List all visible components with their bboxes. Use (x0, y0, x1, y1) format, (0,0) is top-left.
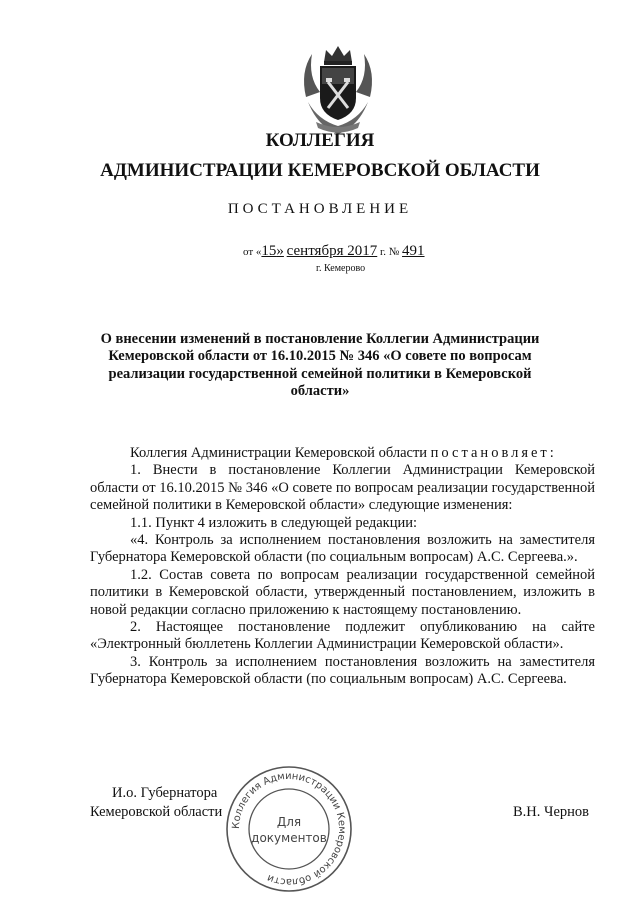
date-suffix: г. (380, 246, 387, 258)
coat-of-arms-emblem (298, 42, 378, 137)
paragraph-1-1-quote: «4. Контроль за исполнением постановления возложить на заместителя Губернатора Кемеровской области (по социальным вопросам) А.С. Сергеева.». (90, 532, 595, 566)
signature-position-line1: И.о. Губернатора (112, 785, 218, 801)
signature-position-line2: Кемеровской области (90, 804, 223, 820)
org-name-line2: АДМИНИСТРАЦИИ КЕМЕРОВСКОЙ ОБЛАСТИ (100, 160, 540, 181)
date-month-year: сентября 2017 (286, 243, 378, 259)
paragraph-2: 2. Настоящее постановление подлежит опубликованию на сайте «Электронный бюллетень Коллегии Администрации Кемеровской области». (90, 619, 595, 653)
date-day: 15 (261, 243, 277, 259)
document-type: ПОСТАНОВЛЕНИЕ (227, 201, 413, 217)
number-prefix: № (388, 246, 400, 258)
document-subject: О внесении изменений в постановление Коллегии Администрации Кемеровской области от 16.10.2015 № 346 «О совете по вопросам реализации государственной семейной политики в Кемеровской области» (100, 331, 540, 400)
paragraph-3: 3. Контроль за исполнением постановления возложить на заместителя Губернатора Кемеровской области (по социальным вопросам) А.С. Сергеева. (90, 653, 595, 688)
document-body (90, 445, 595, 689)
intro-decree-word: постановляет: (430, 445, 557, 461)
paragraph-1-1: 1.1. Пункт 4 изложить в следующей редакции: (130, 514, 418, 531)
date-prefix: от « (243, 246, 262, 258)
intro-text: Коллегия Администрации Кемеровской области (130, 445, 431, 461)
signatory-name: В.Н. Чернов (513, 804, 589, 820)
org-name-line1: КОЛЛЕГИЯ (265, 130, 375, 151)
paragraph-1-2: 1.2. Состав совета по вопросам реализации государственной семейной политики в Кемеровской области, утвержденный постановлением, изложить в новой редакции согласно приложению к настоящему постановлению. (90, 566, 595, 618)
date-number-line (243, 243, 425, 260)
stamp-center-line1: Для (276, 815, 302, 829)
paragraph-1: 1. Внести в постановление Коллегии Администрации Кемеровской области от 16.10.2015 № 346 «О совете по вопросам реализации государственной семейной политики в Кемеровской области» следующие изменения: (90, 462, 595, 514)
intro-paragraph (90, 445, 595, 462)
document-number: 491 (402, 243, 425, 259)
stamp-ring-text: Коллегия Администрации Кемеровской области (230, 770, 348, 888)
signature-position (90, 784, 222, 822)
stamp-center-line2: документов (251, 831, 327, 845)
date-close-quote: » (276, 243, 284, 259)
official-stamp (224, 764, 354, 894)
city: г. Кемерово (316, 263, 366, 274)
